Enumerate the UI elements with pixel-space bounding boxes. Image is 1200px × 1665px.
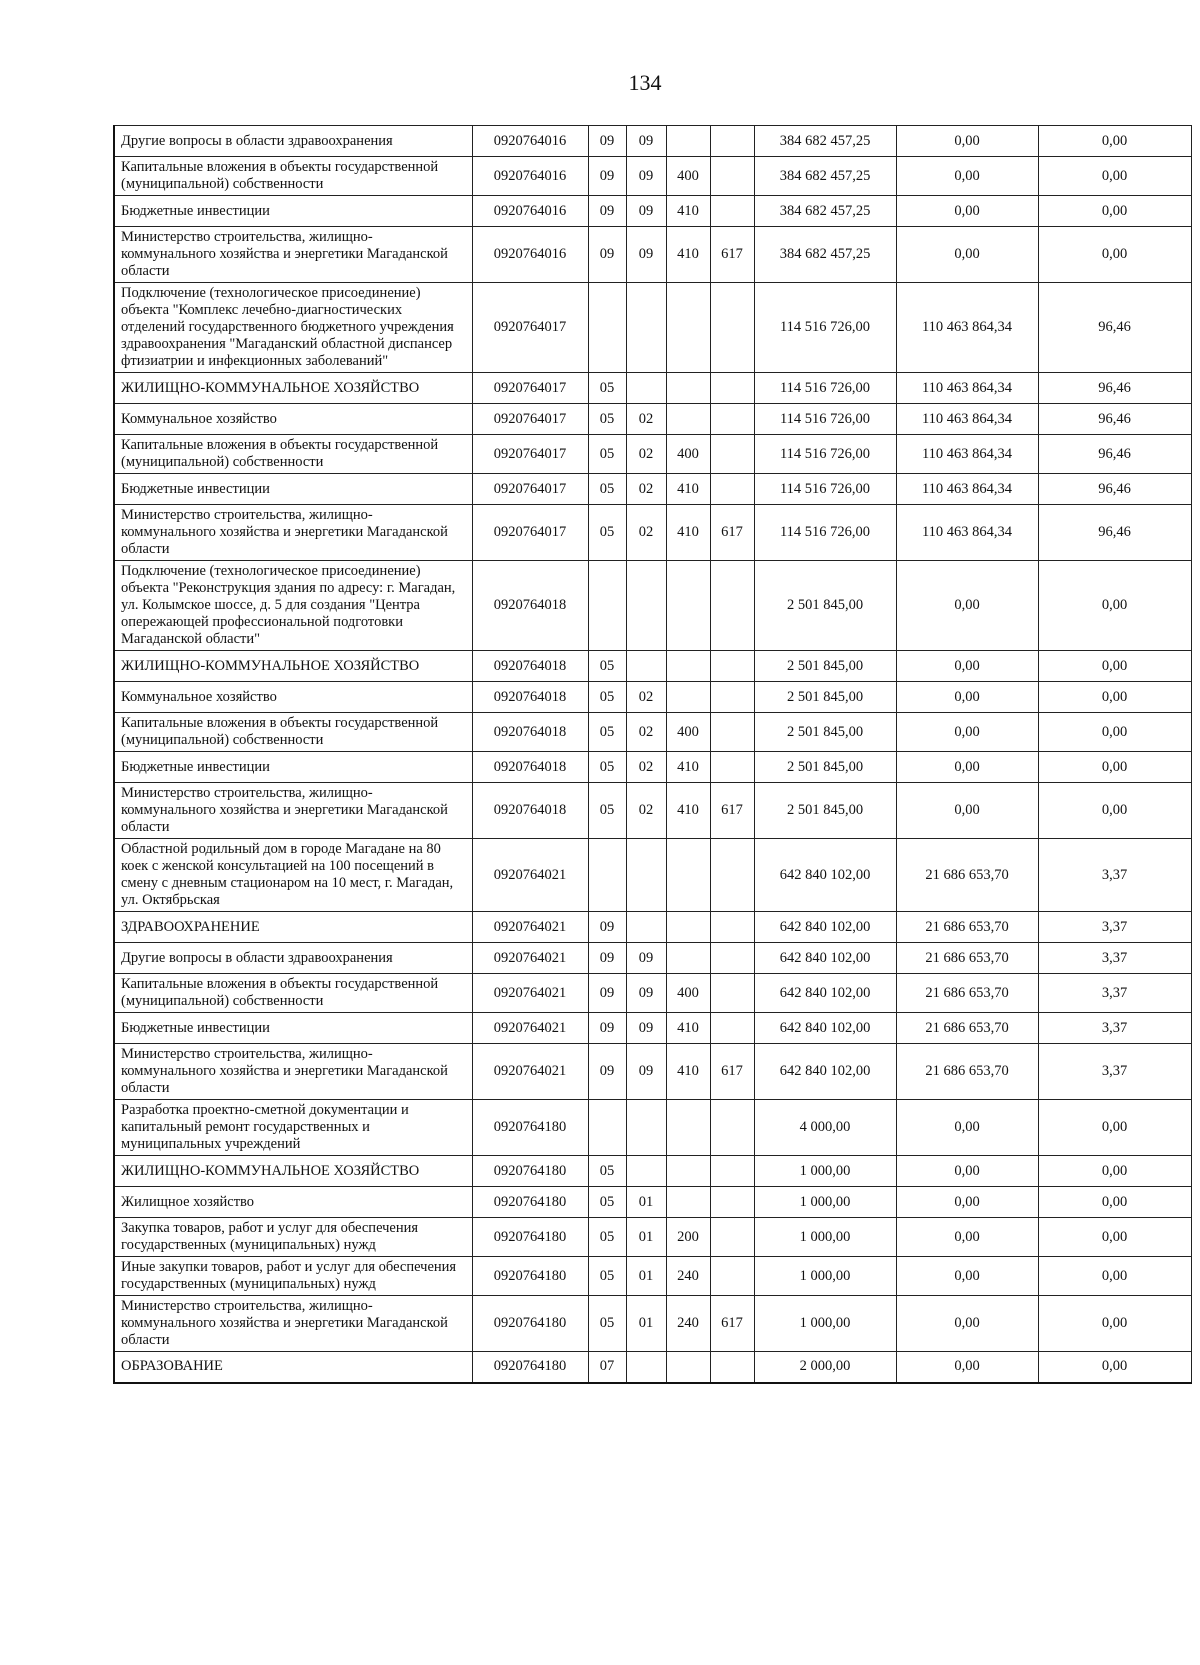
expense-type-cell [666, 283, 710, 373]
section-cell: 05 [588, 1257, 626, 1296]
ministry-code-cell [710, 561, 754, 651]
ministry-code-cell [710, 1100, 754, 1156]
ministry-code-cell [710, 474, 754, 505]
plan-amount-cell: 642 840 102,00 [754, 943, 896, 974]
expense-type-cell [666, 943, 710, 974]
ministry-code-cell [710, 1257, 754, 1296]
plan-amount-cell: 114 516 726,00 [754, 373, 896, 404]
plan-amount-cell: 1 000,00 [754, 1218, 896, 1257]
row-name-cell: Бюджетные инвестиции [114, 474, 472, 505]
execution-percent-cell: 96,46 [1038, 404, 1191, 435]
target-code-cell: 0920764017 [472, 283, 588, 373]
section-cell: 09 [588, 1013, 626, 1044]
table-row [114, 561, 1191, 651]
plan-amount-cell: 384 682 457,25 [754, 196, 896, 227]
plan-amount-cell: 1 000,00 [754, 1156, 896, 1187]
row-name-cell: Бюджетные инвестиции [114, 1013, 472, 1044]
target-code-cell: 0920764018 [472, 682, 588, 713]
executed-amount-cell: 0,00 [896, 713, 1038, 752]
expense-type-cell: 400 [666, 713, 710, 752]
row-name-cell: Капитальные вложения в объекты государственной (муниципальной) собственности [114, 974, 472, 1013]
expense-type-cell [666, 1187, 710, 1218]
ministry-code-cell [710, 713, 754, 752]
budget-table [113, 125, 1192, 1384]
table-row [114, 1187, 1191, 1218]
execution-percent-cell: 96,46 [1038, 474, 1191, 505]
execution-percent-cell: 3,37 [1038, 974, 1191, 1013]
executed-amount-cell: 0,00 [896, 126, 1038, 157]
section-cell: 07 [588, 1352, 626, 1383]
section-cell: 05 [588, 1156, 626, 1187]
expense-type-cell [666, 839, 710, 912]
ministry-code-cell [710, 912, 754, 943]
ministry-code-cell: 617 [710, 1044, 754, 1100]
executed-amount-cell: 21 686 653,70 [896, 1044, 1038, 1100]
expense-type-cell [666, 651, 710, 682]
subsection-cell: 02 [626, 435, 666, 474]
executed-amount-cell: 0,00 [896, 157, 1038, 196]
expense-type-cell: 410 [666, 752, 710, 783]
table-row [114, 651, 1191, 682]
target-code-cell: 0920764017 [472, 404, 588, 435]
expense-type-cell [666, 1352, 710, 1383]
ministry-code-cell: 617 [710, 1296, 754, 1352]
section-cell: 05 [588, 474, 626, 505]
target-code-cell: 0920764017 [472, 505, 588, 561]
row-name-cell: Жилищное хозяйство [114, 1187, 472, 1218]
execution-percent-cell: 96,46 [1038, 435, 1191, 474]
execution-percent-cell: 0,00 [1038, 783, 1191, 839]
target-code-cell: 0920764016 [472, 157, 588, 196]
executed-amount-cell: 110 463 864,34 [896, 283, 1038, 373]
execution-percent-cell: 96,46 [1038, 373, 1191, 404]
target-code-cell: 0920764180 [472, 1218, 588, 1257]
plan-amount-cell: 642 840 102,00 [754, 839, 896, 912]
section-cell: 09 [588, 126, 626, 157]
section-cell: 05 [588, 752, 626, 783]
ministry-code-cell [710, 651, 754, 682]
row-name-cell: Капитальные вложения в объекты государственной (муниципальной) собственности [114, 435, 472, 474]
plan-amount-cell: 642 840 102,00 [754, 974, 896, 1013]
target-code-cell: 0920764016 [472, 227, 588, 283]
ministry-code-cell [710, 839, 754, 912]
section-cell: 05 [588, 505, 626, 561]
plan-amount-cell: 1 000,00 [754, 1187, 896, 1218]
ministry-code-cell [710, 283, 754, 373]
execution-percent-cell: 0,00 [1038, 1100, 1191, 1156]
row-name-cell: Капитальные вложения в объекты государственной (муниципальной) собственности [114, 713, 472, 752]
execution-percent-cell: 3,37 [1038, 1013, 1191, 1044]
subsection-cell: 09 [626, 1013, 666, 1044]
expense-type-cell: 400 [666, 435, 710, 474]
row-name-cell: Коммунальное хозяйство [114, 682, 472, 713]
subsection-cell: 02 [626, 682, 666, 713]
expense-type-cell [666, 682, 710, 713]
executed-amount-cell: 0,00 [896, 1296, 1038, 1352]
target-code-cell: 0920764180 [472, 1187, 588, 1218]
section-cell: 05 [588, 1296, 626, 1352]
row-name-cell: Другие вопросы в области здравоохранения [114, 126, 472, 157]
executed-amount-cell: 0,00 [896, 227, 1038, 283]
section-cell: 05 [588, 404, 626, 435]
expense-type-cell: 400 [666, 157, 710, 196]
table-row [114, 1156, 1191, 1187]
row-name-cell: Иные закупки товаров, работ и услуг для обеспечения государственных (муниципальных) нужд [114, 1257, 472, 1296]
subsection-cell [626, 1352, 666, 1383]
row-name-cell: Другие вопросы в области здравоохранения [114, 943, 472, 974]
table-row [114, 839, 1191, 912]
plan-amount-cell: 384 682 457,25 [754, 157, 896, 196]
expense-type-cell: 410 [666, 1013, 710, 1044]
table-row [114, 974, 1191, 1013]
plan-amount-cell: 114 516 726,00 [754, 283, 896, 373]
table-row [114, 1296, 1191, 1352]
table-row [114, 404, 1191, 435]
target-code-cell: 0920764017 [472, 373, 588, 404]
row-name-cell: Закупка товаров, работ и услуг для обеспечения государственных (муниципальных) нужд [114, 1218, 472, 1257]
executed-amount-cell: 110 463 864,34 [896, 373, 1038, 404]
table-row [114, 505, 1191, 561]
executed-amount-cell: 0,00 [896, 196, 1038, 227]
target-code-cell: 0920764016 [472, 126, 588, 157]
expense-type-cell [666, 561, 710, 651]
table-row [114, 682, 1191, 713]
plan-amount-cell: 114 516 726,00 [754, 505, 896, 561]
executed-amount-cell: 21 686 653,70 [896, 912, 1038, 943]
table-row [114, 373, 1191, 404]
table-row [114, 1218, 1191, 1257]
target-code-cell: 0920764018 [472, 783, 588, 839]
table-row [114, 912, 1191, 943]
execution-percent-cell: 0,00 [1038, 1296, 1191, 1352]
table-row [114, 1013, 1191, 1044]
expense-type-cell [666, 126, 710, 157]
subsection-cell: 09 [626, 157, 666, 196]
ministry-code-cell [710, 196, 754, 227]
ministry-code-cell [710, 1156, 754, 1187]
ministry-code-cell [710, 752, 754, 783]
execution-percent-cell: 0,00 [1038, 126, 1191, 157]
expense-type-cell: 410 [666, 783, 710, 839]
table-body [114, 126, 1191, 1383]
execution-percent-cell: 0,00 [1038, 1218, 1191, 1257]
expense-type-cell [666, 1156, 710, 1187]
executed-amount-cell: 0,00 [896, 1187, 1038, 1218]
ministry-code-cell: 617 [710, 505, 754, 561]
expense-type-cell: 400 [666, 974, 710, 1013]
execution-percent-cell: 0,00 [1038, 561, 1191, 651]
plan-amount-cell: 114 516 726,00 [754, 435, 896, 474]
table-row [114, 227, 1191, 283]
section-cell: 05 [588, 1218, 626, 1257]
subsection-cell: 01 [626, 1296, 666, 1352]
ministry-code-cell [710, 157, 754, 196]
execution-percent-cell: 0,00 [1038, 651, 1191, 682]
target-code-cell: 0920764021 [472, 1044, 588, 1100]
plan-amount-cell: 114 516 726,00 [754, 404, 896, 435]
target-code-cell: 0920764018 [472, 713, 588, 752]
executed-amount-cell: 110 463 864,34 [896, 435, 1038, 474]
section-cell [588, 839, 626, 912]
executed-amount-cell: 0,00 [896, 561, 1038, 651]
executed-amount-cell: 21 686 653,70 [896, 974, 1038, 1013]
subsection-cell: 02 [626, 713, 666, 752]
ministry-code-cell: 617 [710, 227, 754, 283]
row-name-cell: Министерство строительства, жилищно-коммунального хозяйства и энергетики Магаданской области [114, 1296, 472, 1352]
subsection-cell [626, 373, 666, 404]
section-cell: 05 [588, 783, 626, 839]
ministry-code-cell [710, 1187, 754, 1218]
execution-percent-cell: 0,00 [1038, 196, 1191, 227]
table-row [114, 1100, 1191, 1156]
plan-amount-cell: 2 501 845,00 [754, 651, 896, 682]
target-code-cell: 0920764017 [472, 474, 588, 505]
expense-type-cell [666, 404, 710, 435]
subsection-cell: 09 [626, 227, 666, 283]
row-name-cell: Министерство строительства, жилищно-коммунального хозяйства и энергетики Магаданской области [114, 783, 472, 839]
executed-amount-cell: 0,00 [896, 1352, 1038, 1383]
target-code-cell: 0920764180 [472, 1296, 588, 1352]
subsection-cell: 02 [626, 505, 666, 561]
plan-amount-cell: 2 501 845,00 [754, 713, 896, 752]
ministry-code-cell [710, 404, 754, 435]
row-name-cell: Министерство строительства, жилищно-коммунального хозяйства и энергетики Магаданской области [114, 227, 472, 283]
execution-percent-cell: 0,00 [1038, 713, 1191, 752]
table-row [114, 435, 1191, 474]
execution-percent-cell: 0,00 [1038, 682, 1191, 713]
subsection-cell: 02 [626, 474, 666, 505]
target-code-cell: 0920764017 [472, 435, 588, 474]
target-code-cell: 0920764021 [472, 839, 588, 912]
ministry-code-cell [710, 1218, 754, 1257]
target-code-cell: 0920764021 [472, 1013, 588, 1044]
row-name-cell: ЗДРАВООХРАНЕНИЕ [114, 912, 472, 943]
ministry-code-cell [710, 1013, 754, 1044]
plan-amount-cell: 642 840 102,00 [754, 1044, 896, 1100]
ministry-code-cell: 617 [710, 783, 754, 839]
target-code-cell: 0920764021 [472, 943, 588, 974]
expense-type-cell [666, 912, 710, 943]
row-name-cell: Коммунальное хозяйство [114, 404, 472, 435]
executed-amount-cell: 110 463 864,34 [896, 474, 1038, 505]
ministry-code-cell [710, 373, 754, 404]
table-row [114, 752, 1191, 783]
plan-amount-cell: 1 000,00 [754, 1257, 896, 1296]
row-name-cell: Министерство строительства, жилищно-коммунального хозяйства и энергетики Магаданской области [114, 505, 472, 561]
section-cell: 05 [588, 713, 626, 752]
subsection-cell: 02 [626, 783, 666, 839]
expense-type-cell: 410 [666, 227, 710, 283]
expense-type-cell [666, 373, 710, 404]
plan-amount-cell: 1 000,00 [754, 1296, 896, 1352]
execution-percent-cell: 0,00 [1038, 1187, 1191, 1218]
section-cell: 09 [588, 157, 626, 196]
row-name-cell: Разработка проектно-сметной документации и капитальный ремонт государственных и муниципальных учреждений [114, 1100, 472, 1156]
execution-percent-cell: 0,00 [1038, 1156, 1191, 1187]
subsection-cell [626, 283, 666, 373]
subsection-cell: 09 [626, 196, 666, 227]
plan-amount-cell: 114 516 726,00 [754, 474, 896, 505]
target-code-cell: 0920764021 [472, 912, 588, 943]
plan-amount-cell: 642 840 102,00 [754, 912, 896, 943]
table-row [114, 196, 1191, 227]
subsection-cell: 09 [626, 943, 666, 974]
target-code-cell: 0920764018 [472, 651, 588, 682]
table-row [114, 1352, 1191, 1383]
expense-type-cell: 240 [666, 1296, 710, 1352]
execution-percent-cell: 0,00 [1038, 157, 1191, 196]
executed-amount-cell: 21 686 653,70 [896, 1013, 1038, 1044]
table-row [114, 713, 1191, 752]
subsection-cell [626, 912, 666, 943]
row-name-cell: Подключение (технологическое присоединение) объекта "Реконструкция здания по адресу: г. Магадан, ул. Колымское шоссе, д. 5 для создания "Центра опережающей профессиональной подготовки Магаданской области" [114, 561, 472, 651]
execution-percent-cell: 3,37 [1038, 1044, 1191, 1100]
expense-type-cell: 410 [666, 196, 710, 227]
expense-type-cell: 200 [666, 1218, 710, 1257]
plan-amount-cell: 4 000,00 [754, 1100, 896, 1156]
row-name-cell: Подключение (технологическое присоединение) объекта "Комплекс лечебно-диагностических отделений государственного бюджетного учреждения здравоохранения "Магаданский областной диспансер фтизиатрии и инфекционных заболеваний" [114, 283, 472, 373]
section-cell: 09 [588, 1044, 626, 1100]
execution-percent-cell: 0,00 [1038, 1352, 1191, 1383]
subsection-cell: 01 [626, 1187, 666, 1218]
row-name-cell: ОБРАЗОВАНИЕ [114, 1352, 472, 1383]
expense-type-cell [666, 1100, 710, 1156]
executed-amount-cell: 0,00 [896, 1100, 1038, 1156]
executed-amount-cell: 0,00 [896, 651, 1038, 682]
subsection-cell: 09 [626, 974, 666, 1013]
executed-amount-cell: 0,00 [896, 1156, 1038, 1187]
subsection-cell [626, 1100, 666, 1156]
subsection-cell: 02 [626, 404, 666, 435]
section-cell: 09 [588, 227, 626, 283]
section-cell: 09 [588, 196, 626, 227]
executed-amount-cell: 0,00 [896, 682, 1038, 713]
section-cell: 09 [588, 974, 626, 1013]
subsection-cell [626, 651, 666, 682]
executed-amount-cell: 21 686 653,70 [896, 839, 1038, 912]
row-name-cell: Бюджетные инвестиции [114, 752, 472, 783]
table-row [114, 157, 1191, 196]
ministry-code-cell [710, 974, 754, 1013]
table-row [114, 1257, 1191, 1296]
plan-amount-cell: 642 840 102,00 [754, 1013, 896, 1044]
subsection-cell: 01 [626, 1218, 666, 1257]
row-name-cell: Областной родильный дом в городе Магадане на 80 коек с женской консультацией на 100 посещений в смену с дневным стационаром на 10 мест, г. Магадан, ул. Октябрьская [114, 839, 472, 912]
executed-amount-cell: 0,00 [896, 1218, 1038, 1257]
execution-percent-cell: 3,37 [1038, 943, 1191, 974]
ministry-code-cell [710, 682, 754, 713]
target-code-cell: 0920764021 [472, 974, 588, 1013]
plan-amount-cell: 2 501 845,00 [754, 783, 896, 839]
plan-amount-cell: 384 682 457,25 [754, 227, 896, 283]
table-row [114, 1044, 1191, 1100]
execution-percent-cell: 3,37 [1038, 839, 1191, 912]
section-cell [588, 561, 626, 651]
executed-amount-cell: 110 463 864,34 [896, 505, 1038, 561]
subsection-cell: 02 [626, 752, 666, 783]
expense-type-cell: 410 [666, 474, 710, 505]
section-cell: 05 [588, 682, 626, 713]
row-name-cell: Капитальные вложения в объекты государственной (муниципальной) собственности [114, 157, 472, 196]
section-cell: 05 [588, 435, 626, 474]
section-cell [588, 283, 626, 373]
expense-type-cell: 240 [666, 1257, 710, 1296]
execution-percent-cell: 3,37 [1038, 912, 1191, 943]
page-number: 134 [628, 70, 662, 95]
section-cell: 05 [588, 651, 626, 682]
target-code-cell: 0920764180 [472, 1352, 588, 1383]
executed-amount-cell: 21 686 653,70 [896, 943, 1038, 974]
section-cell: 09 [588, 943, 626, 974]
target-code-cell: 0920764180 [472, 1156, 588, 1187]
row-name-cell: ЖИЛИЩНО-КОММУНАЛЬНОЕ ХОЗЯЙСТВО [114, 373, 472, 404]
executed-amount-cell: 110 463 864,34 [896, 404, 1038, 435]
expense-type-cell: 410 [666, 505, 710, 561]
row-name-cell: Министерство строительства, жилищно-коммунального хозяйства и энергетики Магаданской области [114, 1044, 472, 1100]
target-code-cell: 0920764180 [472, 1257, 588, 1296]
row-name-cell: ЖИЛИЩНО-КОММУНАЛЬНОЕ ХОЗЯЙСТВО [114, 651, 472, 682]
plan-amount-cell: 384 682 457,25 [754, 126, 896, 157]
ministry-code-cell [710, 435, 754, 474]
target-code-cell: 0920764016 [472, 196, 588, 227]
execution-percent-cell: 0,00 [1038, 227, 1191, 283]
section-cell: 09 [588, 912, 626, 943]
subsection-cell [626, 839, 666, 912]
expense-type-cell: 410 [666, 1044, 710, 1100]
row-name-cell: Бюджетные инвестиции [114, 196, 472, 227]
target-code-cell: 0920764018 [472, 752, 588, 783]
table-row [114, 943, 1191, 974]
plan-amount-cell: 2 501 845,00 [754, 682, 896, 713]
plan-amount-cell: 2 000,00 [754, 1352, 896, 1383]
executed-amount-cell: 0,00 [896, 783, 1038, 839]
executed-amount-cell: 0,00 [896, 1257, 1038, 1296]
table-row [114, 283, 1191, 373]
plan-amount-cell: 2 501 845,00 [754, 561, 896, 651]
target-code-cell: 0920764180 [472, 1100, 588, 1156]
execution-percent-cell: 96,46 [1038, 283, 1191, 373]
ministry-code-cell [710, 1352, 754, 1383]
table-row [114, 783, 1191, 839]
subsection-cell: 01 [626, 1257, 666, 1296]
subsection-cell [626, 1156, 666, 1187]
ministry-code-cell [710, 943, 754, 974]
executed-amount-cell: 0,00 [896, 752, 1038, 783]
subsection-cell [626, 561, 666, 651]
target-code-cell: 0920764018 [472, 561, 588, 651]
section-cell: 05 [588, 373, 626, 404]
ministry-code-cell [710, 126, 754, 157]
table-row [114, 474, 1191, 505]
section-cell: 05 [588, 1187, 626, 1218]
execution-percent-cell: 0,00 [1038, 1257, 1191, 1296]
table-row [114, 126, 1191, 157]
row-name-cell: ЖИЛИЩНО-КОММУНАЛЬНОЕ ХОЗЯЙСТВО [114, 1156, 472, 1187]
subsection-cell: 09 [626, 1044, 666, 1100]
execution-percent-cell: 96,46 [1038, 505, 1191, 561]
subsection-cell: 09 [626, 126, 666, 157]
execution-percent-cell: 0,00 [1038, 752, 1191, 783]
plan-amount-cell: 2 501 845,00 [754, 752, 896, 783]
section-cell [588, 1100, 626, 1156]
